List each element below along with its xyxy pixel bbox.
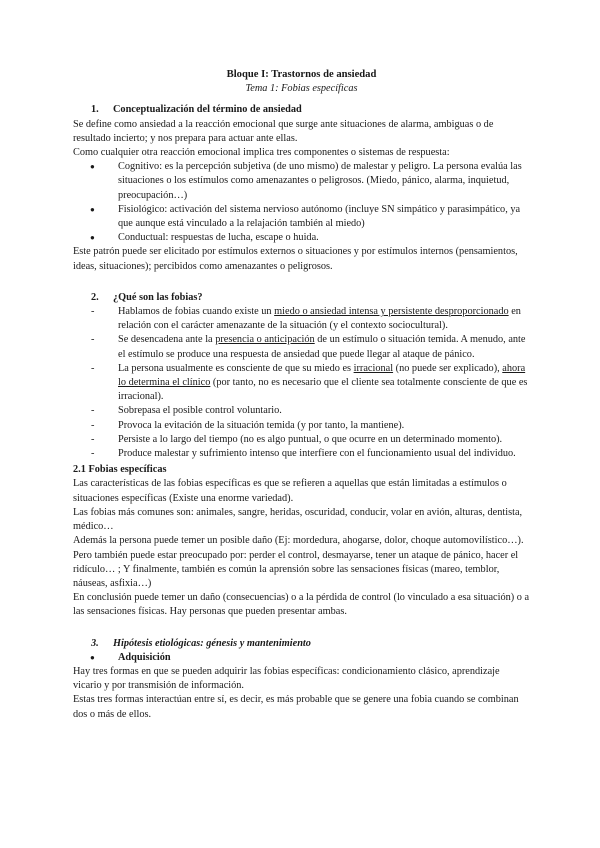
section-number: 3. xyxy=(91,637,99,649)
section-title: ¿Qué son las fobias? xyxy=(113,291,203,303)
bullet-heading: ● Adquisición xyxy=(73,651,530,665)
section-3-heading xyxy=(91,637,530,651)
paragraph: Estas tres formas interactúan entre sí, es decir, es más probable que se genere una fobia cuando se combinan dos o más de ellos. xyxy=(73,694,519,720)
section-2-heading xyxy=(91,291,530,305)
underlined-text: presencia o anticipación xyxy=(215,334,315,346)
subsection-heading: 2.1 Fobias específicas xyxy=(73,464,167,476)
underlined-text: ahora lo determina el clínico xyxy=(118,362,526,389)
list-item: - Persiste a lo largo del tiempo (no es algo puntual, o que ocurre en un determinado momento). xyxy=(73,433,530,447)
list-item: - Provoca la evitación de la situación temida (y por tanto, la mantiene). xyxy=(73,419,530,433)
paragraph: Hay tres formas en que se pueden adquirir las fobias específicas: condicionamiento clásico, aprendizaje vicario y por transmisión de información. xyxy=(73,665,500,692)
list-item: ● Conductual: respuestas de lucha, escape o huida. xyxy=(73,231,530,245)
section-title: Hipótesis etiológicas: génesis y mantenimiento xyxy=(113,637,311,649)
list-item: - Sobrepasa el posible control voluntario. xyxy=(73,404,530,418)
list-item: ● Cognitivo: es la percepción subjetiva (de uno mismo) de malestar y peligro. La persona evalúa las situaciones o los estímulos como amenazantes o peligrosos. (Miedo, pánico, alarma, inquietud, preocupación…) xyxy=(73,160,530,203)
document-title: Bloque I: Trastornos de ansiedad xyxy=(226,69,377,80)
paragraph: En conclusión puede temer un daño (consecuencias) o a la pérdida de control (lo vinculado a esa situación) o a las sensaciones físicas. Hay personas que pueden presentar ambas. xyxy=(73,592,530,618)
paragraph: Las características de las fobias específicas es que se refieren a aquellas que están limitadas a estímulos o situaciones específicas (Existe una enorme variedad). xyxy=(73,478,507,504)
paragraph: Este patrón puede ser elicitado por estímulos externos o situaciones y por estímulos internos (pensamientos, ideas, situaciones); percibidos como amenazantes o peligrosos. xyxy=(73,246,518,272)
paragraph: Las fobias más comunes son: animales, sangre, heridas, oscuridad, conducir, volar en avión, alturas, dentista, médico… xyxy=(73,506,523,533)
list-item: - La persona usualmente es consciente de que su miedo es irracional (no puede ser explicado), ahora lo determina el clínico (por tanto, no es necesario que el cliente sea totalmente consciente de que es irracional). xyxy=(73,362,530,405)
list-item: ● Fisiológico: activación del sistema nervioso autónomo (incluye SN simpático y parasimpático, ya que aunque está vinculado a la relajación también al miedo) xyxy=(73,203,530,231)
paragraph: Se define como ansiedad a la reacción emocional que surge ante situaciones de alarma, ambiguas o de resultado incierto; y nos prepara para actuar ante ellas. xyxy=(73,118,494,144)
underlined-text: miedo o ansiedad intensa y persistente desproporcionado xyxy=(274,306,509,318)
underlined-text: irracional xyxy=(353,362,394,374)
document-subtitle: Tema 1: Fobias específicas xyxy=(245,83,358,95)
section-number: 1. xyxy=(91,104,99,116)
section-1-heading xyxy=(91,103,530,117)
list-item: - Hablamos de fobias cuando existe un miedo o ansiedad intensa y persistente desproporcionado en relación con el carácter amenazante de la situación (y el contexto sociocultural). xyxy=(73,305,530,333)
section-title: Conceptualización del término de ansiedad xyxy=(113,104,302,116)
paragraph: Como cualquier otra reacción emocional implica tres componentes o sistemas de respuesta: xyxy=(73,147,450,159)
phobia-characteristics-list xyxy=(73,305,530,461)
section-number: 2. xyxy=(91,291,99,303)
list-item: - Se desencadena ante la presencia o anticipación de un estímulo o situación temida. A menudo, ante el estímulo se produce una respuesta de ansiedad que puede llegar al ataque de pánico. xyxy=(73,333,530,361)
paragraph: Además la persona puede temer un posible daño (Ej: mordedura, ahogarse, dolor, choque automovilístico…). Pero también puede estar preocupado por: perder el control, desmayarse, tener un ataque de pánico, hacer el ridículo… ; Y finalmente, también es común la aprensión sobre las sensaciones físicas (mareo, temblor, náuseas, asfixia…) xyxy=(73,535,524,589)
component-list xyxy=(73,160,530,245)
list-item: - Produce malestar y sufrimiento intenso que interfiere con el funcionamiento usual del individuo. xyxy=(73,447,530,461)
